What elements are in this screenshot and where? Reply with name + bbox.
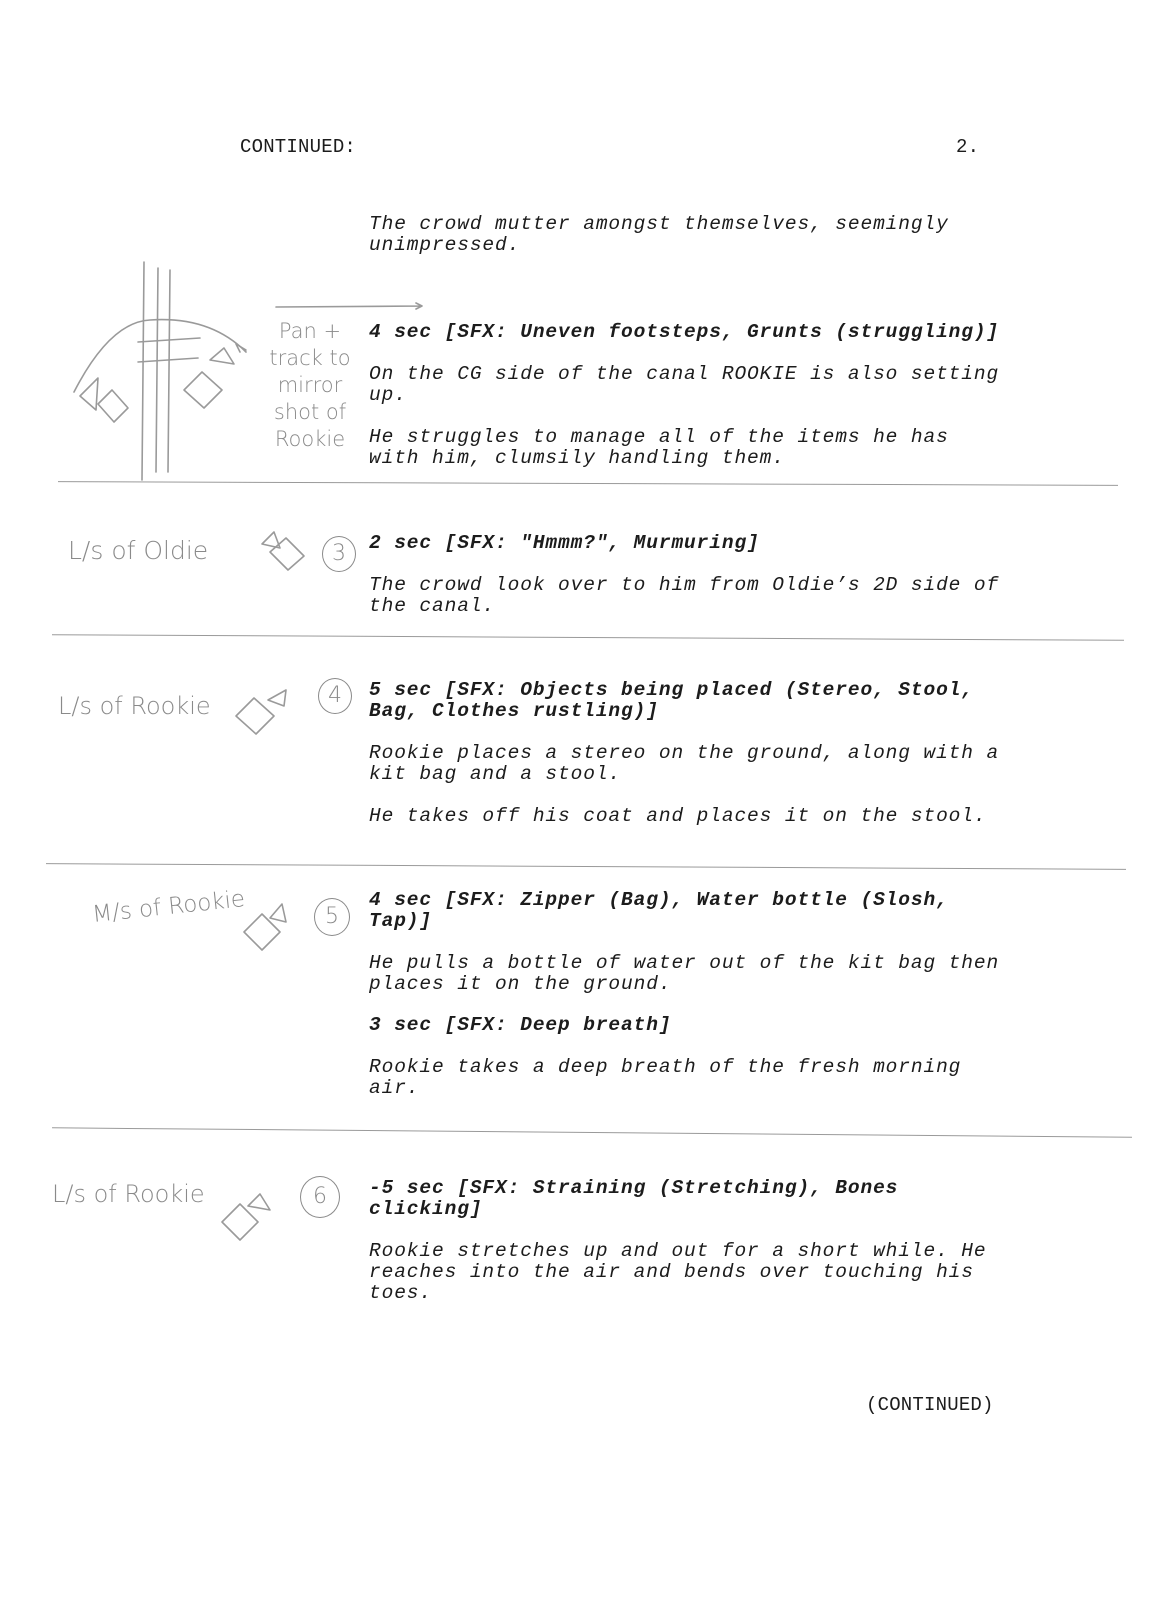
shot-3-slug: 5 sec [SFX: Objects being placed (Stereo, Stool, Bag, Clothes rustling)] [369, 679, 974, 722]
shot-5-number: 6 [300, 1176, 340, 1218]
intro-action: The crowd mutter amongst themselves, seemingly unimpressed. [369, 213, 949, 256]
page-number: 2. [956, 136, 980, 158]
shot-5-action-1: Rookie stretches up and out for a short while. He reaches into the air and bends over touching his toes. [369, 1240, 987, 1304]
shot-2-note: L/s of Oldie [68, 536, 209, 565]
shot-5-slug: -5 sec [SFX: Straining (Stretching), Bones clicking] [369, 1177, 899, 1220]
shot-4-slug: 4 sec [SFX: Zipper (Bag), Water bottle (Slosh, Tap)] [369, 889, 949, 932]
shot-1-action-1: On the CG side of the canal ROOKIE is also setting up. [369, 363, 1000, 406]
shot-1-action-2: He struggles to manage all of the items he has with him, clumsily handling them. [369, 426, 949, 469]
shot-2-slug: 2 sec [SFX: "Hmmm?", Murmuring] [369, 532, 760, 554]
shot-4-slug-2: 3 sec [SFX: Deep breath] [369, 1014, 672, 1036]
shot-3-action-1: Rookie places a stereo on the ground, along with a kit bag and a stool. [369, 742, 1000, 785]
camera-icon-shot-5 [222, 1194, 270, 1240]
shot-4-action-2: Rookie takes a deep breath of the fresh morning air. [369, 1056, 962, 1099]
shot-4-action-1: He pulls a bottle of water out of the kit bag then places it on the ground. [369, 952, 1000, 995]
shot-1-note: Pan + track to mirror shot of Rookie [269, 319, 351, 451]
shot-4-note: M/s of Rookie [91, 886, 247, 928]
camera-icon-shot-4 [244, 904, 286, 950]
shot-2-action-1: The crowd look over to him from Oldie’s 2D side of the canal. [369, 574, 1000, 617]
pan-track-diagram [74, 262, 422, 480]
continued-footer: (CONTINUED) [866, 1394, 994, 1416]
shot-3-action-2: He takes off his coat and places it on the stool. [369, 805, 987, 827]
shot-4-number: 5 [314, 898, 350, 936]
shot-3-number: 4 [318, 678, 352, 714]
shot-3-note: L/s of Rookie [58, 692, 211, 720]
continued-header: CONTINUED: [240, 136, 357, 158]
shot-1-slug: 4 sec [SFX: Uneven footsteps, Grunts (struggling)] [369, 321, 1000, 343]
camera-icon-shot-2 [262, 532, 304, 570]
camera-icon-shot-3 [236, 690, 286, 734]
shot-2-number: 3 [322, 536, 356, 572]
shot-5-note: L/s of Rookie [52, 1180, 205, 1208]
